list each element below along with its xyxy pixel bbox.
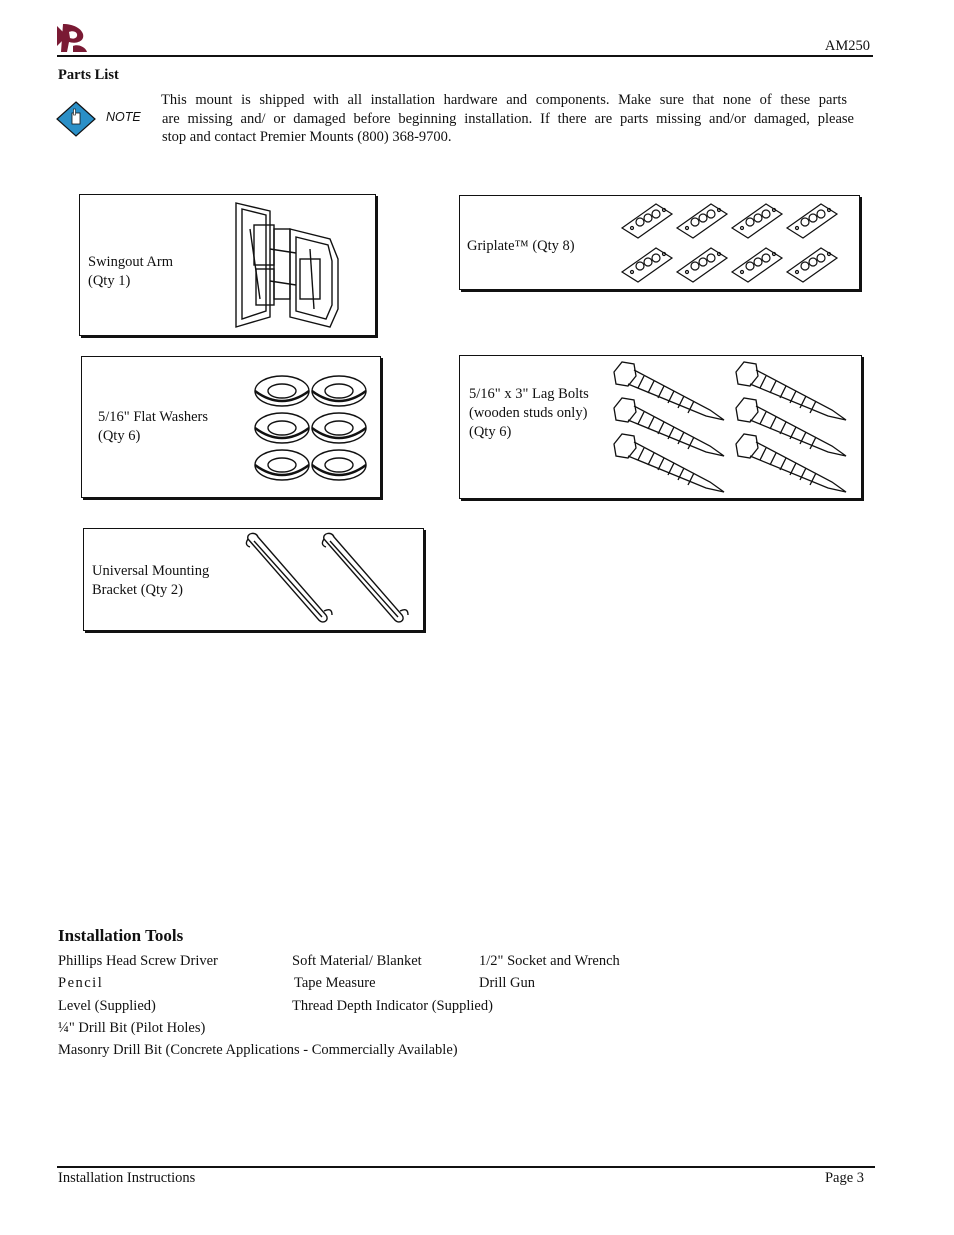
tool-item: Masonry Drill Bit (Concrete Applications - Commercially Available) — [58, 1042, 458, 1058]
part-box-griplate — [459, 195, 860, 290]
note-line-1: This mount is shipped with all installation hardware and components. Make sure that none of these parts — [161, 92, 847, 108]
note-icon — [56, 101, 96, 137]
part-box-mounting-bracket — [83, 528, 424, 631]
tool-item: Thread Depth Indicator (Supplied) — [292, 998, 493, 1014]
tool-item: Drill Gun — [479, 975, 535, 991]
doc-code: AM250 — [824, 38, 870, 54]
note-label: NOTE — [106, 110, 141, 124]
footer-rule — [57, 1166, 875, 1168]
tool-item: Pencil — [58, 975, 104, 991]
part-label-griplate: Griplate™ (Qty 8) — [467, 238, 575, 254]
tools-title: Installation Tools — [58, 926, 184, 945]
part-box-swingout-arm — [79, 194, 376, 336]
part-box-lag-bolts — [459, 355, 862, 499]
swingout-arm-image — [230, 199, 350, 331]
part-label-swingout-arm: Swingout Arm (Qty 1) — [88, 254, 173, 289]
mounting-bracket-image — [242, 531, 418, 627]
lag-bolts-image — [610, 360, 850, 494]
part-label-flat-washers: 5/16" Flat Washers (Qty 6) — [98, 409, 209, 444]
tool-item: Soft Material/ Blanket — [292, 953, 422, 969]
part-label-lag-bolts: 5/16" x 3" Lag Bolts (wooden studs only) (Qty 6) — [469, 386, 589, 440]
footer-left: Installation Instructions — [58, 1170, 196, 1186]
note-line-2: are missing and/ or damaged before beginning installation. If there are parts missing and/or damaged, please — [162, 111, 854, 127]
tool-item: Tape Measure — [294, 975, 376, 991]
part-label-mounting-bracket: Universal Mounting Bracket (Qty 2) — [92, 563, 210, 598]
part-box-flat-washers — [81, 356, 381, 498]
note-line-3: stop and contact Premier Mounts (800) 368-9700. — [162, 129, 452, 145]
brand-logo — [55, 22, 89, 54]
tool-item: Phillips Head Screw Driver — [58, 953, 218, 969]
tool-item: Level (Supplied) — [58, 998, 156, 1014]
section-title: Parts List — [58, 67, 119, 83]
flat-washers-image — [252, 371, 372, 485]
tool-item: ¼" Drill Bit (Pilot Holes) — [58, 1020, 206, 1036]
header-rule — [57, 55, 873, 57]
griplate-image — [620, 200, 842, 286]
page-number: Page 3 — [824, 1170, 864, 1186]
tool-item: 1/2" Socket and Wrench — [479, 953, 620, 969]
